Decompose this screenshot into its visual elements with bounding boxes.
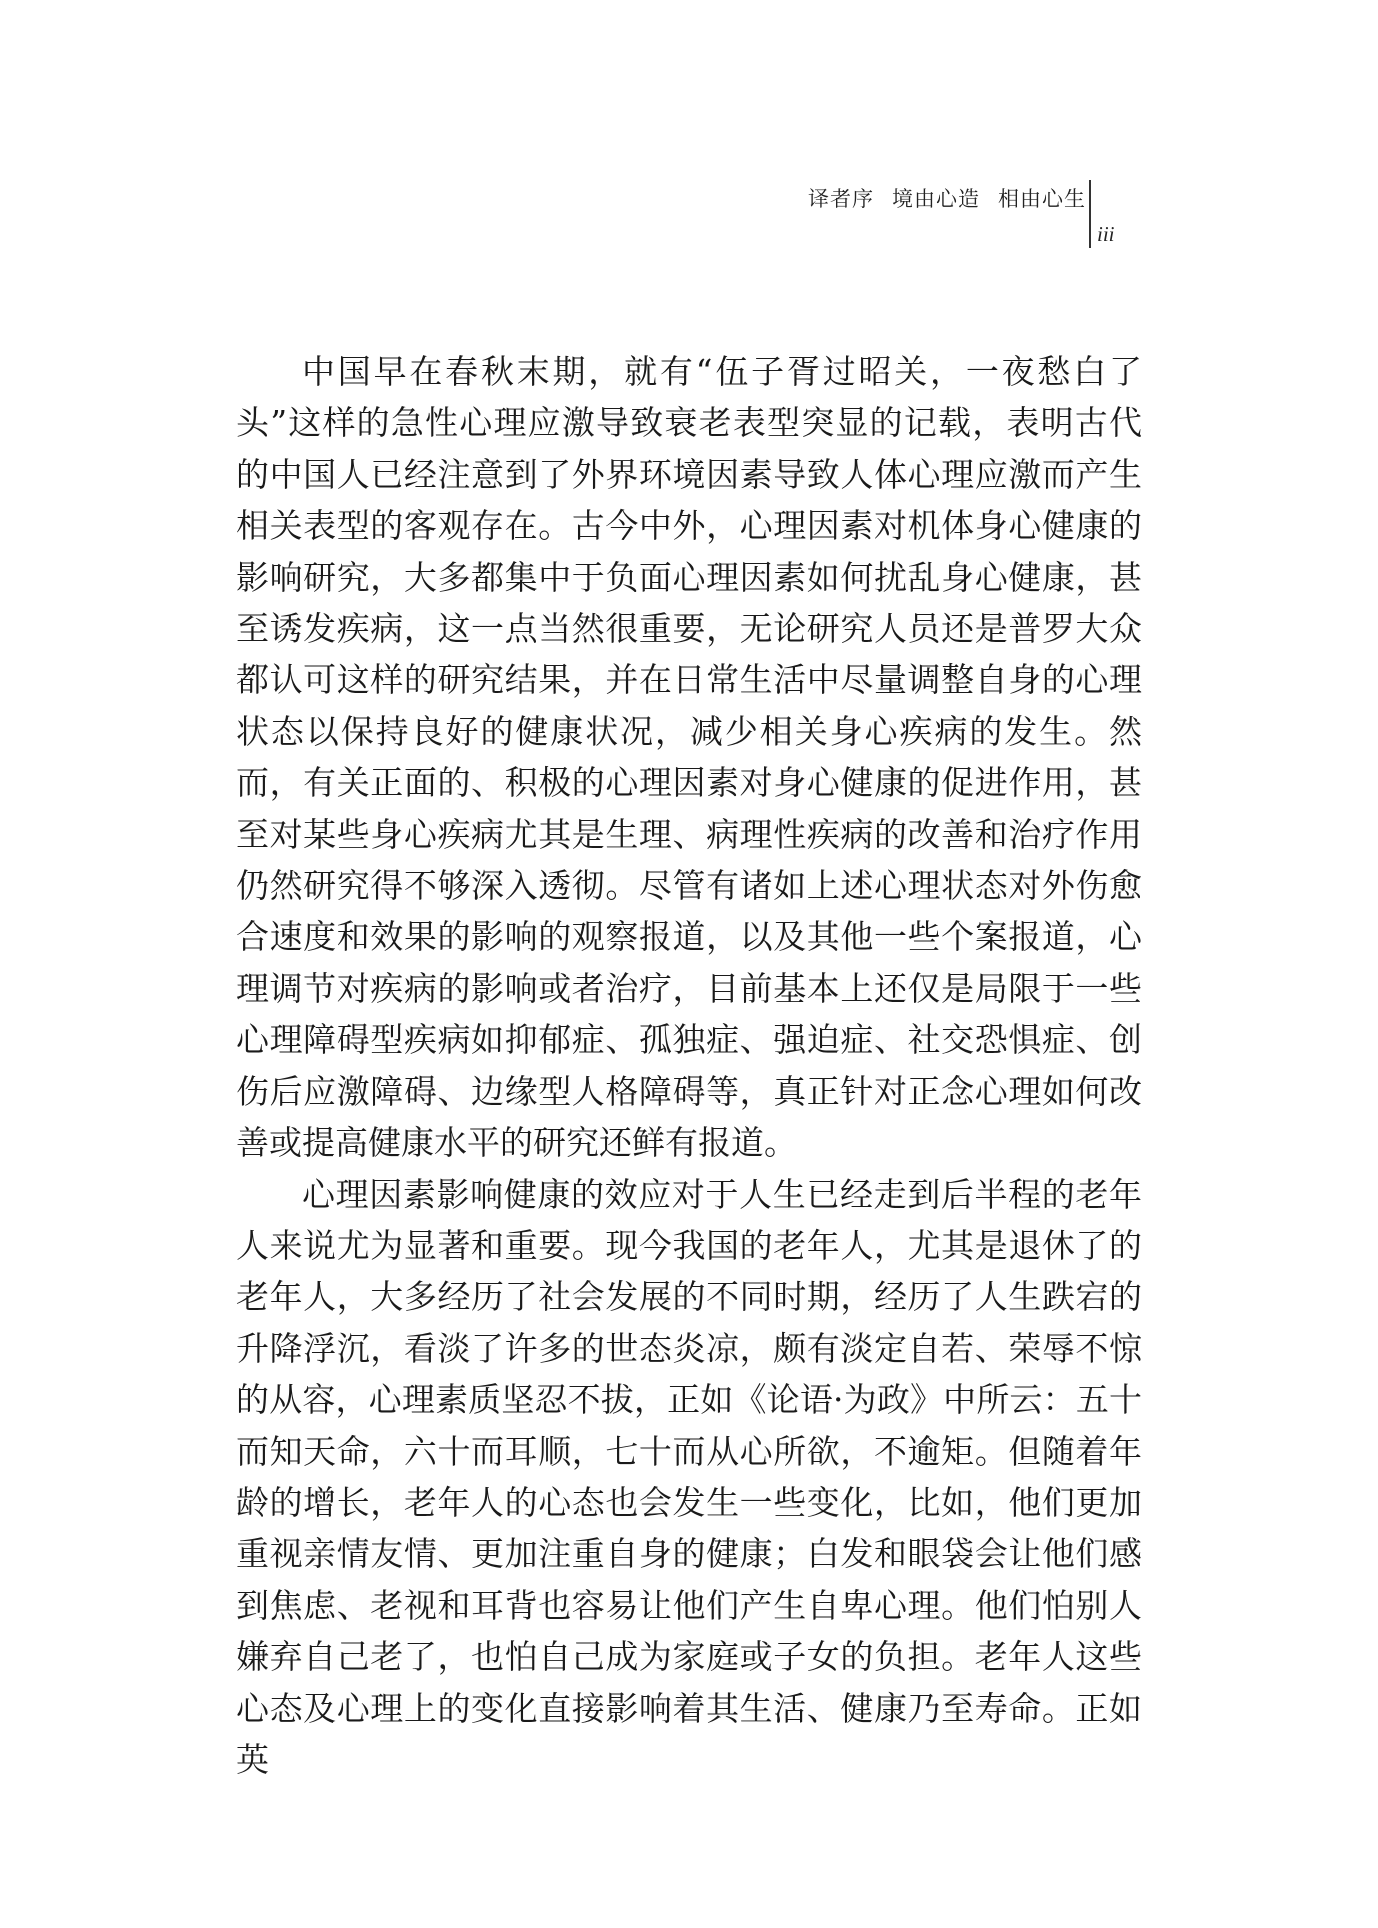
header-divider	[1089, 180, 1091, 248]
paragraph: 中国早在春秋末期，就有“伍子胥过昭关，一夜愁白了头”这样的急性心理应激导致衰老表型突显的记载，表明古代的中国人已经注意到了外界环境因素导致人体心理应激而产生相关表型的客观存在。古今中外，心理因素对机体身心健康的影响研究，大多都集中于负面心理因素如何扰乱身心健康，甚至诱发疾病，这一点当然很重要，无论研究人员还是普罗大众都认可这样的研究结果，并在日常生活中尽量调整自身的心理状态以保持良好的健康状况，减少相关身心疾病的发生。然而，有关正面的、积极的心理因素对身心健康的促进作用，甚至对某些身心疾病尤其是生理、病理性疾病的改善和治疗作用仍然研究得不够深入透彻。尽管有诸如上述心理状态对外伤愈合速度和效果的影响的观察报道，以及其他一些个案报道，心理调节对疾病的影响或者治疗，目前基本上还仅是局限于一些心理障碍型疾病如抑郁症、孤独症、强迫症、社交恐惧症、创伤后应激障碍、边缘型人格障碍等，真正针对正念心理如何改善或提高健康水平的研究还鲜有报道。	[236, 352, 1142, 1163]
header-title-part2: 相由心生	[998, 187, 1086, 211]
header-section-label: 译者序	[808, 187, 874, 211]
running-header	[808, 183, 1086, 213]
page-number: iii	[1097, 222, 1115, 246]
paragraph: 心理因素影响健康的效应对于人生已经走到后半程的老年人来说尤为显著和重要。现今我国的老年人，尤其是退休了的老年人，大多经历了社会发展的不同时期，经历了人生跌宕的升降浮沉，看淡了许多的世态炎凉，颇有淡定自若、荣辱不惊的从容，心理素质坚忍不拔，正如《论语·为政》中所云：五十而知天命，六十而耳顺，七十而从心所欲，不逾矩。但随着年龄的增长，老年人的心态也会发生一些变化，比如，他们更加重视亲情友情、更加注重自身的健康；白发和眼袋会让他们感到焦虑、老视和耳背也容易让他们产生自卑心理。他们怕别人嫌弃自己老了，也怕自己成为家庭或子女的负担。老年人这些心态及心理上的变化直接影响着其生活、健康乃至寿命。正如英	[236, 1174, 1142, 1779]
body-text	[236, 346, 1142, 1785]
header-title-part1: 境由心造	[892, 187, 980, 211]
